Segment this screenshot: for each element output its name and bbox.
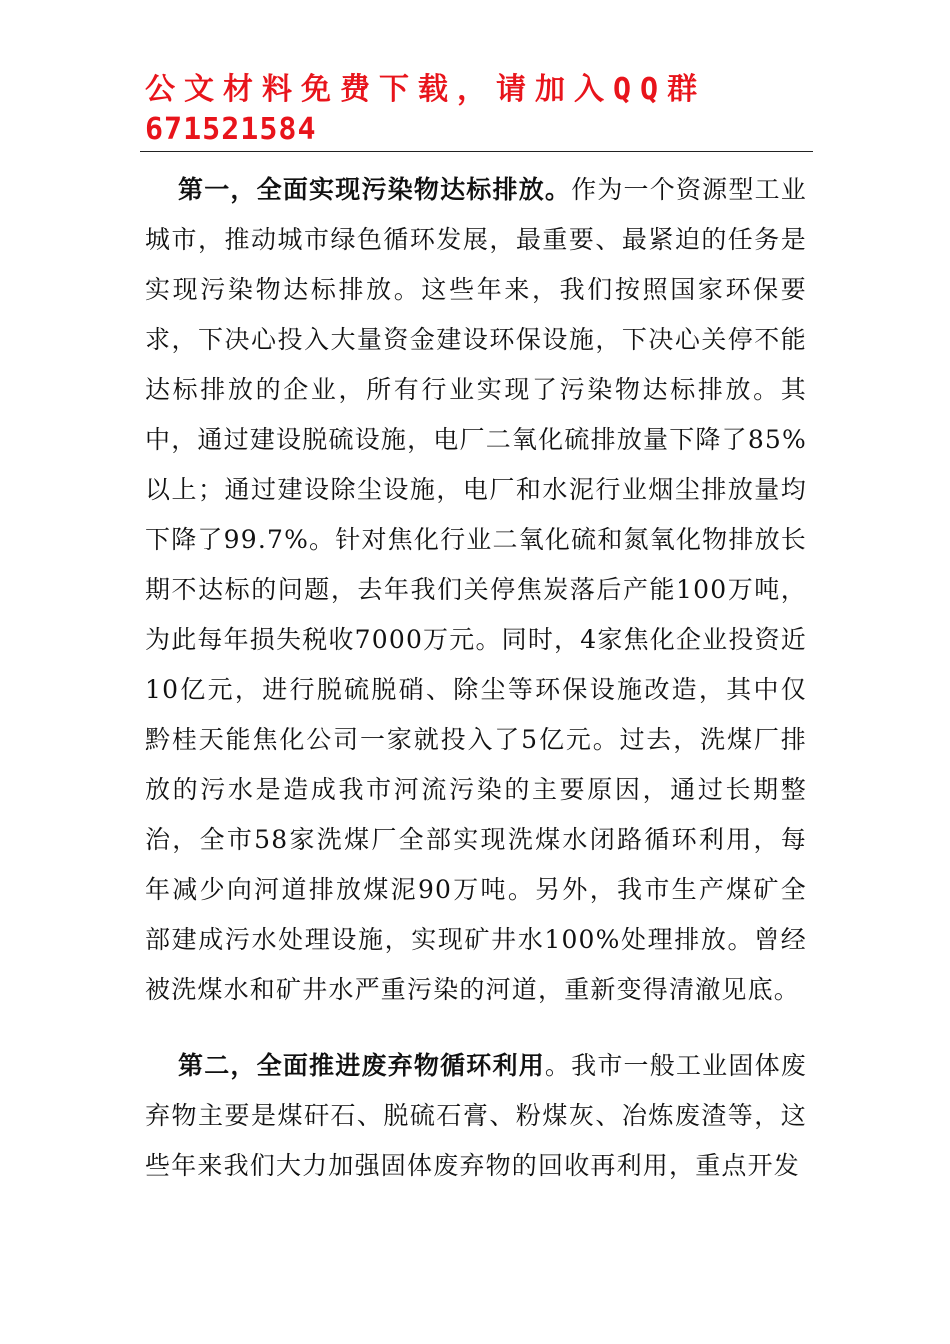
document-body	[145, 165, 807, 1191]
download-banner	[145, 70, 813, 150]
paragraph-2-text: 。我市一般工业固体废弃物主要是煤矸石、脱硫石膏、粉煤灰、冶炼废渣等，这些年来我们大力加强固体废弃物的回收再利用，重点开发	[145, 1051, 807, 1180]
paragraph-2-heading: 第二，全面推进废弃物循环利用	[178, 1051, 545, 1080]
banner-qq-number: 671521584	[145, 112, 317, 147]
header-divider	[140, 151, 813, 152]
paragraph-1-text: 作为一个资源型工业城市，推动城市绿色循环发展，最重要、最紧迫的任务是实现污染物达标排放。这些年来，我们按照国家环保要求，下决心投入大量资金建设环保设施，下决心关停不能达标排放的企业，所有行业实现了污染物达标排放。其中，通过建设脱硫设施，电厂二氧化硫排放量下降了85%以上；通过建设除尘设施，电厂和水泥行业烟尘排放量均下降了99.7%。针对焦化行业二氧化硫和氮氧化物排放长期不达标的问题，去年我们关停焦炭落后产能100万吨，为此每年损失税收7000万元。同时，4家焦化企业投资近10亿元，进行脱硫脱硝、除尘等环保设施改造，其中仅黔桂天能焦化公司一家就投入了5亿元。过去，洗煤厂排放的污水是造成我市河流污染的主要原因，通过长期整治，全市58家洗煤厂全部实现洗煤水闭路循环利用，每年减少向河道排放煤泥90万吨。另外，我市生产煤矿全部建成污水处理设施，实现矿井水100%处理排放。曾经被洗煤水和矿井水严重污染的河道，重新变得清澈见底。	[145, 175, 807, 1004]
paragraph-2	[145, 1041, 807, 1191]
paragraph-1	[145, 165, 807, 1015]
paragraph-1-heading: 第一，全面实现污染物达标排放。	[178, 175, 572, 204]
banner-line-1: 公文材料免费下载，请加入QQ群	[145, 72, 707, 107]
